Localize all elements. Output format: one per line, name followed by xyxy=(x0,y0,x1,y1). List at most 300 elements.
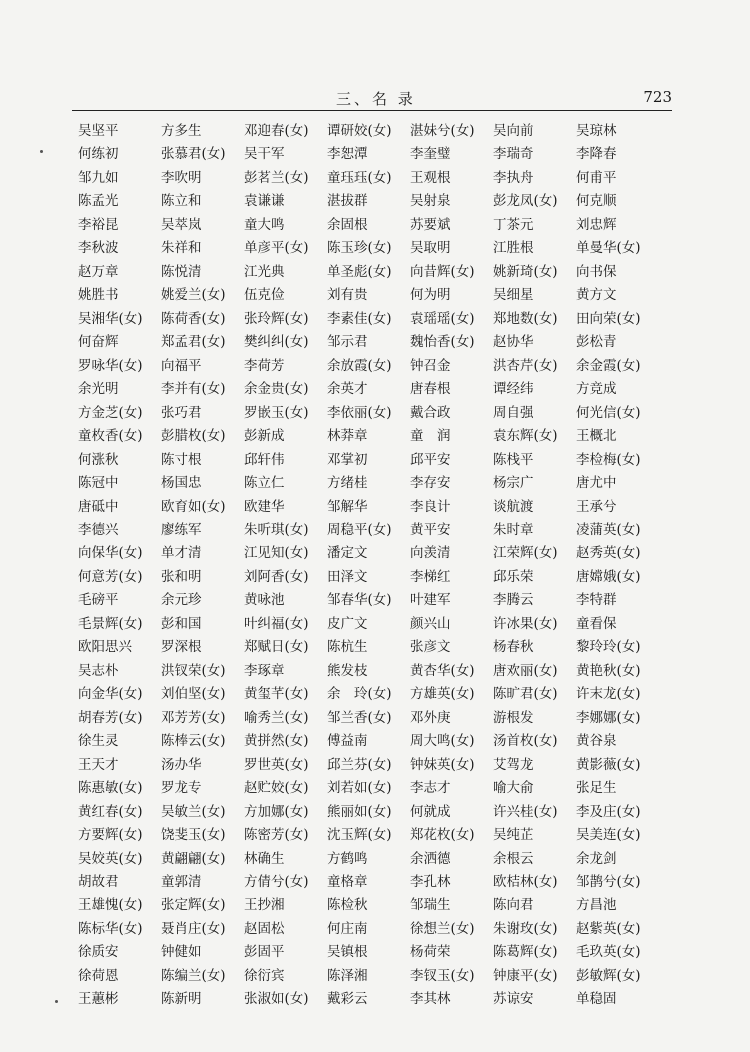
person-name: 彭腊枚(女) xyxy=(161,428,226,445)
person-name: 吴射泉 xyxy=(410,193,451,210)
person-name: 李钗玉(女) xyxy=(410,967,475,984)
person-name: 吴干军 xyxy=(244,146,285,163)
name-roster xyxy=(78,120,678,1012)
person-name: 张慕君(女) xyxy=(161,146,226,163)
person-name: 唐砥中 xyxy=(78,498,119,515)
roster-row xyxy=(78,449,678,472)
person-name: 黄影薇(女) xyxy=(576,756,641,773)
roster-row xyxy=(78,519,678,542)
person-name: 邱兰芬(女) xyxy=(327,756,392,773)
person-name: 单圣彪(女) xyxy=(327,263,392,280)
person-name: 向保华(女) xyxy=(78,545,143,562)
person-name: 叶纠福(女) xyxy=(244,615,309,632)
person-name: 方要辉(女) xyxy=(78,827,143,844)
person-name: 黎玲玲(女) xyxy=(576,639,641,656)
person-name: 张彦文 xyxy=(410,639,451,656)
person-name: 吴敏兰(女) xyxy=(161,803,226,820)
person-name: 皮广文 xyxy=(327,615,368,632)
person-name: 吴湘华(女) xyxy=(78,310,143,327)
page-number: 723 xyxy=(643,88,672,106)
person-name: 余放霞(女) xyxy=(327,357,392,374)
person-name: 方竞成 xyxy=(576,381,617,398)
roster-row xyxy=(78,542,678,565)
page-header xyxy=(72,88,672,110)
person-name: 方鹤鸣 xyxy=(327,850,368,867)
person-name: 吴琼林 xyxy=(576,123,617,139)
person-name: 王雄愧(女) xyxy=(78,897,143,914)
person-name: 何克顺 xyxy=(576,193,617,210)
person-name: 李德兴 xyxy=(78,521,119,538)
person-name: 朱时章 xyxy=(493,521,534,538)
person-name: 胡故君 xyxy=(78,874,119,890)
person-name: 王蕙彬 xyxy=(78,991,119,1008)
roster-row xyxy=(78,730,678,753)
person-name: 王承兮 xyxy=(576,498,617,515)
person-name: 陈泽湘 xyxy=(327,967,368,984)
person-name: 陈冠中 xyxy=(78,475,119,492)
person-name: 黄拼然(女) xyxy=(244,733,309,750)
person-name: 陈标华(女) xyxy=(78,920,143,937)
person-name: 姚新琦(女) xyxy=(493,263,558,280)
person-name: 方昌池 xyxy=(576,897,617,914)
person-name: 赵秀英(女) xyxy=(576,545,641,562)
roster-row xyxy=(78,801,678,824)
person-name: 李及庄(女) xyxy=(576,803,641,820)
person-name: 苏要斌 xyxy=(410,216,451,233)
person-name: 袁瑶瑶(女) xyxy=(410,310,475,327)
person-name: 毛玖英(女) xyxy=(576,944,641,961)
person-name: 邹示君 xyxy=(327,334,368,351)
person-name: 王观根 xyxy=(410,169,451,186)
person-name: 郑花枚(女) xyxy=(410,827,475,844)
person-name: 陈编兰(女) xyxy=(161,967,226,984)
roster-row xyxy=(78,402,678,425)
person-name: 唐嫦娥(女) xyxy=(576,568,641,585)
person-name: 李执舟 xyxy=(493,169,534,186)
person-name: 朱听琪(女) xyxy=(244,521,309,538)
person-name: 方金芝(女) xyxy=(78,404,143,421)
person-name: 何就成 xyxy=(410,803,451,820)
roster-row xyxy=(78,660,678,683)
person-name: 单稳固 xyxy=(576,991,617,1008)
person-name: 向金华(女) xyxy=(78,686,143,703)
person-name: 潘定文 xyxy=(327,545,368,562)
person-name: 林确生 xyxy=(244,850,285,867)
person-name: 陈荷香(女) xyxy=(161,310,226,327)
scan-speck xyxy=(55,1000,58,1003)
person-name: 彭固平 xyxy=(244,944,285,961)
roster-row xyxy=(78,988,678,1011)
person-name: 戴彩云 xyxy=(327,991,368,1008)
person-name: 喻大俞 xyxy=(493,780,534,797)
person-name: 江荣辉(女) xyxy=(493,545,558,562)
person-name: 何练初 xyxy=(78,146,119,163)
person-name: 邓芳芳(女) xyxy=(161,709,226,726)
person-name: 罗嵌玉(女) xyxy=(244,404,309,421)
roster-row xyxy=(78,941,678,964)
person-name: 李奎璧 xyxy=(410,146,451,163)
person-name: 李良计 xyxy=(410,498,451,515)
person-name: 张玲辉(女) xyxy=(244,310,309,327)
person-name: 熊丽如(女) xyxy=(327,803,392,820)
person-name: 余英才 xyxy=(327,381,368,398)
person-name: 余金贵(女) xyxy=(244,381,309,398)
person-name: 吴萃岚 xyxy=(161,216,202,233)
person-name: 钟健如 xyxy=(161,944,202,961)
person-name: 李其林 xyxy=(410,991,451,1008)
person-name: 邱轩伟 xyxy=(244,451,285,468)
person-name: 徐想兰(女) xyxy=(410,920,475,937)
person-name: 何涨秋 xyxy=(78,451,119,468)
person-name: 黄玺芊(女) xyxy=(244,686,309,703)
person-name: 汤办华 xyxy=(161,756,202,773)
person-name: 吴坚平 xyxy=(78,123,119,139)
person-name: 单曼华(女) xyxy=(576,240,641,257)
person-name: 谭经纬 xyxy=(493,381,534,398)
person-name: 王抄湘 xyxy=(244,897,285,914)
person-name: 徐荷恩 xyxy=(78,967,119,984)
person-name: 陈悦清 xyxy=(161,263,202,280)
person-name: 李孔林 xyxy=(410,874,451,890)
person-name: 江光典 xyxy=(244,263,285,280)
roster-row xyxy=(78,683,678,706)
person-name: 赵协华 xyxy=(493,334,534,351)
person-name: 赵紫英(女) xyxy=(576,920,641,937)
person-name: 陈新明 xyxy=(161,991,202,1008)
running-title: 三、名 录 xyxy=(336,90,416,108)
roster-row xyxy=(78,777,678,800)
person-name: 何甫平 xyxy=(576,169,617,186)
roster-row xyxy=(78,143,678,166)
roster-row xyxy=(78,589,678,612)
person-name: 邹春华(女) xyxy=(327,592,392,609)
person-name: 邹解华 xyxy=(327,498,368,515)
person-name: 周自强 xyxy=(493,404,534,421)
person-name: 李娜娜(女) xyxy=(576,709,641,726)
person-name: 熊发枝 xyxy=(327,662,368,679)
person-name: 李检梅(女) xyxy=(576,451,641,468)
person-name: 姚爱兰(女) xyxy=(161,287,226,304)
person-name: 李吹明 xyxy=(161,169,202,186)
person-name: 杨荷荣 xyxy=(410,944,451,961)
person-name: 朱祥和 xyxy=(161,240,202,257)
person-name: 江见知(女) xyxy=(244,545,309,562)
person-name: 廖练军 xyxy=(161,521,202,538)
person-name: 林莽章 xyxy=(327,428,368,445)
person-name: 喻秀兰(女) xyxy=(244,709,309,726)
person-name: 陈惠敏(女) xyxy=(78,780,143,797)
person-name: 钟康平(女) xyxy=(493,967,558,984)
person-name: 叶建军 xyxy=(410,592,451,609)
person-name: 欧桔林(女) xyxy=(493,874,558,890)
person-name: 彭敏辉(女) xyxy=(576,967,641,984)
person-name: 李恕潭 xyxy=(327,146,368,163)
person-name: 余金霞(女) xyxy=(576,357,641,374)
person-name: 刘忠辉 xyxy=(576,216,617,233)
person-name: 赵固松 xyxy=(244,920,285,937)
person-name: 吴镇根 xyxy=(327,944,368,961)
roster-row xyxy=(78,965,678,988)
person-name: 李依丽(女) xyxy=(327,404,392,421)
person-name: 李裕昆 xyxy=(78,216,119,233)
person-name: 陈棒云(女) xyxy=(161,733,226,750)
roster-row xyxy=(78,754,678,777)
person-name: 吴纯芷 xyxy=(493,827,534,844)
person-name: 伍克俭 xyxy=(244,287,285,304)
person-name: 陈寸根 xyxy=(161,451,202,468)
person-name: 黄艳秋(女) xyxy=(576,662,641,679)
person-name: 何光信(女) xyxy=(576,404,641,421)
person-name: 刘有贵 xyxy=(327,287,368,304)
person-name: 余固根 xyxy=(327,216,368,233)
person-name: 余龙剑 xyxy=(576,850,617,867)
person-name: 朱谢玫(女) xyxy=(493,920,558,937)
person-name: 邓掌初 xyxy=(327,451,368,468)
person-name: 黄翩翩(女) xyxy=(161,850,226,867)
person-name: 欧建华 xyxy=(244,498,285,515)
person-name: 徐生灵 xyxy=(78,733,119,750)
person-name: 陈栈平 xyxy=(493,451,534,468)
person-name: 刘阿香(女) xyxy=(244,568,309,585)
person-name: 陈葛辉(女) xyxy=(493,944,558,961)
person-name: 吴姣英(女) xyxy=(78,850,143,867)
person-name: 童格章 xyxy=(327,874,368,890)
person-name: 张淑如(女) xyxy=(244,991,309,1008)
person-name: 胡春芳(女) xyxy=(78,709,143,726)
person-name: 陈立仁 xyxy=(244,475,285,492)
person-name: 王概北 xyxy=(576,428,617,445)
person-name: 吴美连(女) xyxy=(576,827,641,844)
person-name: 湛拔群 xyxy=(327,193,368,210)
person-name: 陈检秋 xyxy=(327,897,368,914)
person-name: 罗咏华(女) xyxy=(78,357,143,374)
person-name: 王天才 xyxy=(78,756,119,773)
person-name: 汤首枚(女) xyxy=(493,733,558,750)
person-name: 毛磅平 xyxy=(78,592,119,609)
person-name: 李素佳(女) xyxy=(327,310,392,327)
person-name: 李腾云 xyxy=(493,592,534,609)
person-name: 郑赋日(女) xyxy=(244,639,309,656)
person-name: 邱平安 xyxy=(410,451,451,468)
person-name: 陈密芳(女) xyxy=(244,827,309,844)
person-name: 向昔辉(女) xyxy=(410,263,475,280)
person-name: 周大鸣(女) xyxy=(410,733,475,750)
roster-row xyxy=(78,566,678,589)
roster-row xyxy=(78,894,678,917)
person-name: 苏谅安 xyxy=(493,991,534,1008)
person-name: 童郭清 xyxy=(161,874,202,890)
person-name: 杨国忠 xyxy=(161,475,202,492)
person-name: 邱乐荣 xyxy=(493,568,534,585)
person-name: 欧阳思兴 xyxy=(78,639,132,656)
person-name: 赵贮姣(女) xyxy=(244,780,309,797)
person-name: 郑孟君(女) xyxy=(161,334,226,351)
person-name: 童大鸣 xyxy=(244,216,285,233)
person-name: 唐春根 xyxy=(410,381,451,398)
person-name: 钟妹英(女) xyxy=(410,756,475,773)
header-rule xyxy=(72,110,672,111)
person-name: 丁茶元 xyxy=(493,216,534,233)
roster-row xyxy=(78,848,678,871)
person-name: 彭松青 xyxy=(576,334,617,351)
person-name: 余 玲(女) xyxy=(327,686,392,703)
person-name: 黄杏华(女) xyxy=(410,662,475,679)
person-name: 李志才 xyxy=(410,780,451,797)
person-name: 向书保 xyxy=(576,263,617,280)
roster-row xyxy=(78,284,678,307)
person-name: 吴取明 xyxy=(410,240,451,257)
roster-row xyxy=(78,636,678,659)
person-name: 李梯红 xyxy=(410,568,451,585)
person-name: 徐质安 xyxy=(78,944,119,961)
roster-row xyxy=(78,707,678,730)
person-name: 邹瑞生 xyxy=(410,897,451,914)
person-name: 张和明 xyxy=(161,568,202,585)
person-name: 江胜根 xyxy=(493,240,534,257)
person-name: 向羡清 xyxy=(410,545,451,562)
roster-row xyxy=(78,918,678,941)
person-name: 童看保 xyxy=(576,615,617,632)
person-name: 陈杭生 xyxy=(327,639,368,656)
person-name: 方加娜(女) xyxy=(244,803,309,820)
roster-row xyxy=(78,190,678,213)
person-name: 周稳平(女) xyxy=(327,521,392,538)
person-name: 黄平安 xyxy=(410,521,451,538)
person-name: 邹兰香(女) xyxy=(327,709,392,726)
person-name: 陈立和 xyxy=(161,193,202,210)
roster-row xyxy=(78,214,678,237)
roster-row xyxy=(78,425,678,448)
person-name: 邹鹊兮(女) xyxy=(576,874,641,890)
person-name: 余根云 xyxy=(493,850,534,867)
person-name: 欧育如(女) xyxy=(161,498,226,515)
person-name: 陈孟光 xyxy=(78,193,119,210)
person-name: 黄方文 xyxy=(576,287,617,304)
person-name: 罗深根 xyxy=(161,639,202,656)
person-name: 黄红春(女) xyxy=(78,803,143,820)
person-name: 傅益南 xyxy=(327,733,368,750)
person-name: 邹九如 xyxy=(78,169,119,186)
person-name: 李荷芳 xyxy=(244,357,285,374)
person-name: 谭研姣(女) xyxy=(327,123,392,139)
person-name: 樊纠纠(女) xyxy=(244,334,309,351)
person-name: 邓迎春(女) xyxy=(244,123,309,139)
person-name: 方雄英(女) xyxy=(410,686,475,703)
person-name: 陈向君 xyxy=(493,897,534,914)
person-name: 童珏珏(女) xyxy=(327,169,392,186)
person-name: 赵万章 xyxy=(78,263,119,280)
person-name: 湛妹兮(女) xyxy=(410,123,475,139)
person-name: 何奋辉 xyxy=(78,334,119,351)
person-name: 李存安 xyxy=(410,475,451,492)
person-name: 吴细星 xyxy=(493,287,534,304)
person-name: 李瑞奇 xyxy=(493,146,534,163)
person-name: 聂肖庄(女) xyxy=(161,920,226,937)
person-name: 李琢章 xyxy=(244,662,285,679)
roster-row xyxy=(78,331,678,354)
person-name: 洪钗荣(女) xyxy=(161,662,226,679)
person-name: 李并有(女) xyxy=(161,381,226,398)
person-name: 毛景辉(女) xyxy=(78,615,143,632)
person-name: 吴向前 xyxy=(493,123,534,139)
person-name: 童 润 xyxy=(410,428,451,445)
person-name: 艾驾龙 xyxy=(493,756,534,773)
person-name: 张定辉(女) xyxy=(161,897,226,914)
person-name: 姚胜书 xyxy=(78,287,119,304)
person-name: 张巧君 xyxy=(161,404,202,421)
person-name: 杨宗广 xyxy=(493,475,534,492)
person-name: 许冰果(女) xyxy=(493,615,558,632)
person-name: 童枚香(女) xyxy=(78,428,143,445)
roster-row xyxy=(78,308,678,331)
person-name: 单才清 xyxy=(161,545,202,562)
person-name: 颜兴山 xyxy=(410,615,451,632)
person-name: 陈旷君(女) xyxy=(493,686,558,703)
person-name: 游根发 xyxy=(493,709,534,726)
person-name: 郑地数(女) xyxy=(493,310,558,327)
person-name: 谈航渡 xyxy=(493,498,534,515)
person-name: 何意芳(女) xyxy=(78,568,143,585)
person-name: 黄谷泉 xyxy=(576,733,617,750)
person-name: 钟召金 xyxy=(410,357,451,374)
person-name: 魏怡香(女) xyxy=(410,334,475,351)
person-name: 李降春 xyxy=(576,146,617,163)
person-name: 方多生 xyxy=(161,123,202,139)
person-name: 袁东辉(女) xyxy=(493,428,558,445)
person-name: 方倩兮(女) xyxy=(244,874,309,890)
roster-row xyxy=(78,261,678,284)
roster-row xyxy=(78,120,678,143)
person-name: 饶斐玉(女) xyxy=(161,827,226,844)
person-name: 彭龙凤(女) xyxy=(493,193,558,210)
person-name: 余洒德 xyxy=(410,850,451,867)
scan-speck xyxy=(40,150,43,153)
roster-row xyxy=(78,167,678,190)
person-name: 李秋波 xyxy=(78,240,119,257)
person-name: 彭茗兰(女) xyxy=(244,169,309,186)
person-name: 唐尤中 xyxy=(576,475,617,492)
person-name: 余元珍 xyxy=(161,592,202,609)
person-name: 吴志朴 xyxy=(78,662,119,679)
person-name: 彭和国 xyxy=(161,615,202,632)
person-name: 唐欢丽(女) xyxy=(493,662,558,679)
person-name: 田泽文 xyxy=(327,568,368,585)
person-name: 杨春秋 xyxy=(493,639,534,656)
person-name: 刘若如(女) xyxy=(327,780,392,797)
roster-row xyxy=(78,472,678,495)
roster-row xyxy=(78,237,678,260)
person-name: 何庄南 xyxy=(327,920,368,937)
roster-row xyxy=(78,871,678,894)
person-name: 许末龙(女) xyxy=(576,686,641,703)
person-name: 沈玉辉(女) xyxy=(327,827,392,844)
person-name: 刘伯坚(女) xyxy=(161,686,226,703)
person-name: 罗世英(女) xyxy=(244,756,309,773)
person-name: 张足生 xyxy=(576,780,617,797)
person-name: 单彦平(女) xyxy=(244,240,309,257)
roster-row xyxy=(78,824,678,847)
person-name: 向福平 xyxy=(161,357,202,374)
roster-row xyxy=(78,355,678,378)
roster-row xyxy=(78,613,678,636)
person-name: 黄咏池 xyxy=(244,592,285,609)
roster-row xyxy=(78,496,678,519)
person-name: 彭新成 xyxy=(244,428,285,445)
person-name: 凌蒲英(女) xyxy=(576,521,641,538)
roster-row xyxy=(78,378,678,401)
person-name: 邓外庚 xyxy=(410,709,451,726)
person-name: 田向荣(女) xyxy=(576,310,641,327)
